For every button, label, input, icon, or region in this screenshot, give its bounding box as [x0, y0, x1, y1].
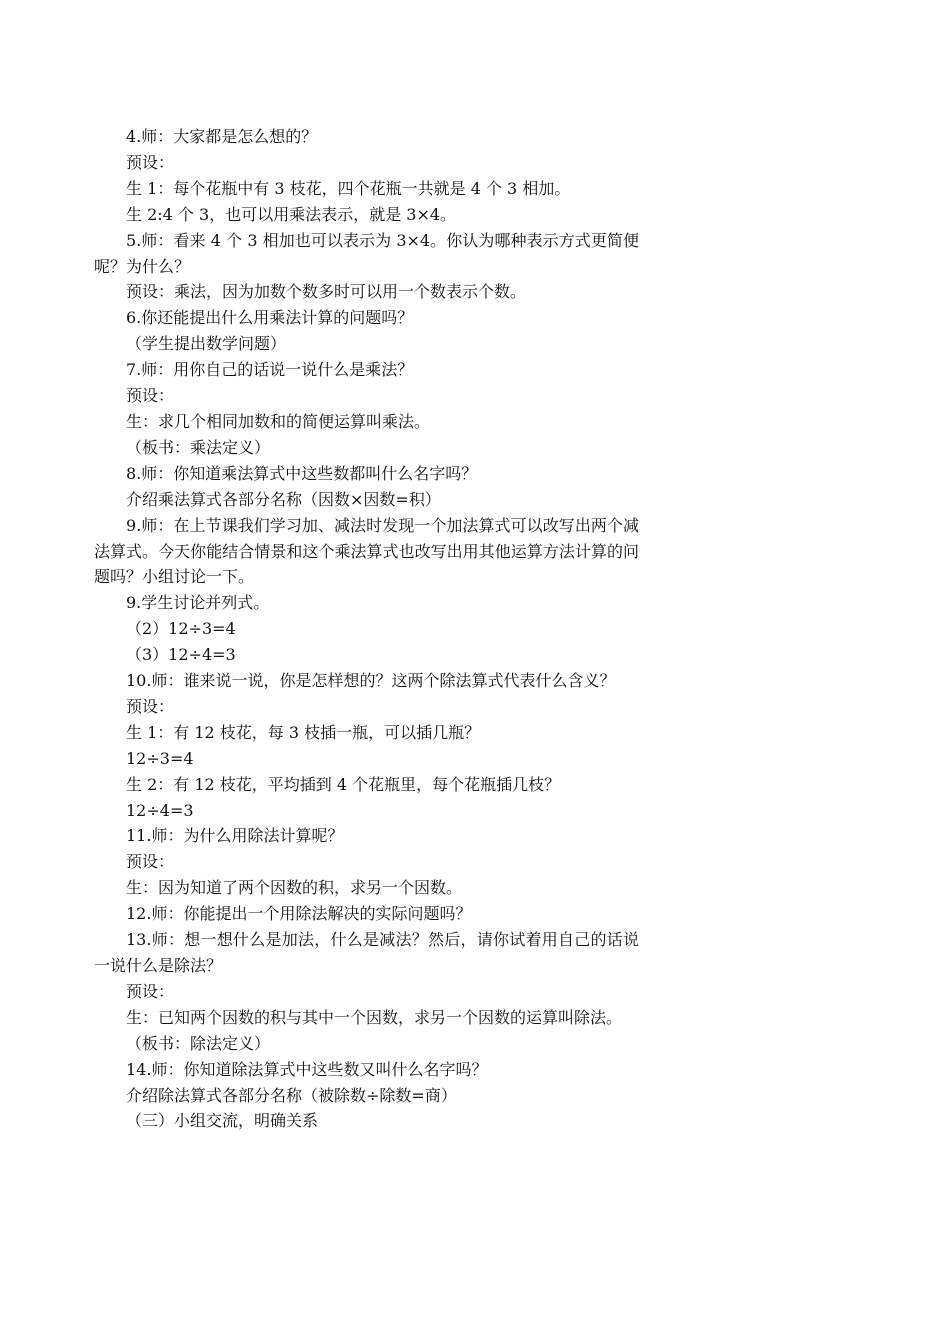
paragraph: （三）小组交流，明确关系 [126, 1111, 319, 1131]
paragraph: 6.你还能提出什么用乘法计算的问题吗？ [126, 308, 414, 328]
paragraph: 7.师：用你自己的话说一说什么是乘法？ [126, 360, 414, 380]
paragraph: 11.师：为什么用除法计算呢？ [126, 826, 344, 846]
paragraph: 生：因为知道了两个因数的积，求另一个因数。 [126, 878, 463, 898]
paragraph: 预设： [126, 386, 175, 406]
paragraph: 10.师：谁来说一说，你是怎样想的？这两个除法算式代表什么含义？ [126, 671, 616, 691]
paragraph: 9.学生讨论并列式。 [126, 593, 270, 613]
paragraph: 预设： [126, 696, 175, 716]
paragraph: 介绍除法算式各部分名称（被除数÷除数=商） [126, 1085, 457, 1105]
paragraph: （板书：乘法定义） [126, 437, 271, 457]
paragraph: （2）12÷3=4 [126, 619, 236, 639]
paragraph: 生 1：有 12 枝花，每 3 枝插一瓶，可以插几瓶？ [126, 722, 481, 742]
paragraph: 预设： [126, 981, 175, 1001]
paragraph: 介绍乘法算式各部分名称（因数×因数=积） [126, 489, 441, 509]
paragraph: 预设： [126, 152, 175, 172]
paragraph: 预设：乘法，因为加数个数多时可以用一个数表示个数。 [126, 282, 527, 302]
paragraph: 12÷4=3 [126, 800, 194, 820]
paragraph: （3）12÷4=3 [126, 645, 236, 665]
paragraph: （学生提出数学问题） [126, 334, 287, 354]
paragraph: 生 2：有 12 枝花，平均插到 4 个花瓶里，每个花瓶插几枝？ [126, 774, 561, 794]
paragraph: 5.师：看来 4 个 3 相加也可以表示为 3×4。你认为哪种表示方式更简便呢？为什么？ [94, 230, 639, 276]
paragraph: 预设： [126, 852, 175, 872]
paragraph: 14.师：你知道除法算式中这些数又叫什么名字吗？ [126, 1059, 488, 1079]
paragraph: 4.师：大家都是怎么想的？ [126, 127, 318, 146]
paragraph: 13.师：想一想什么是加法，什么是减法？然后，请你试着用自己的话说一说什么是除法？ [94, 930, 639, 975]
paragraph: （板书：除法定义） [126, 1033, 271, 1053]
paragraph: 8.师：你知道乘法算式中这些数都叫什么名字吗？ [126, 463, 478, 483]
paragraph: 12.师：你能提出一个用除法解决的实际问题吗？ [126, 904, 472, 924]
document-body [94, 124, 639, 1134]
paragraph: 12÷3=4 [126, 748, 194, 768]
paragraph: 生 1：每个花瓶中有 3 枝花，四个花瓶一共就是 4 个 3 相加。 [126, 178, 571, 198]
paragraph: 9.师：在上节课我们学习加、减法时发现一个加法算式可以改写出两个减法算式。今天你能结合情景和这个乘法算式也改写出用其他运算方法计算的问题吗？小组讨论一下。 [94, 515, 639, 587]
paragraph: 生 2:4 个 3，也可以用乘法表示，就是 3×4。 [126, 204, 457, 224]
paragraph: 生：求几个相同加数和的简便运算叫乘法。 [126, 411, 431, 431]
paragraph: 生：已知两个因数的积与其中一个因数，求另一个因数的运算叫除法。 [126, 1007, 623, 1027]
